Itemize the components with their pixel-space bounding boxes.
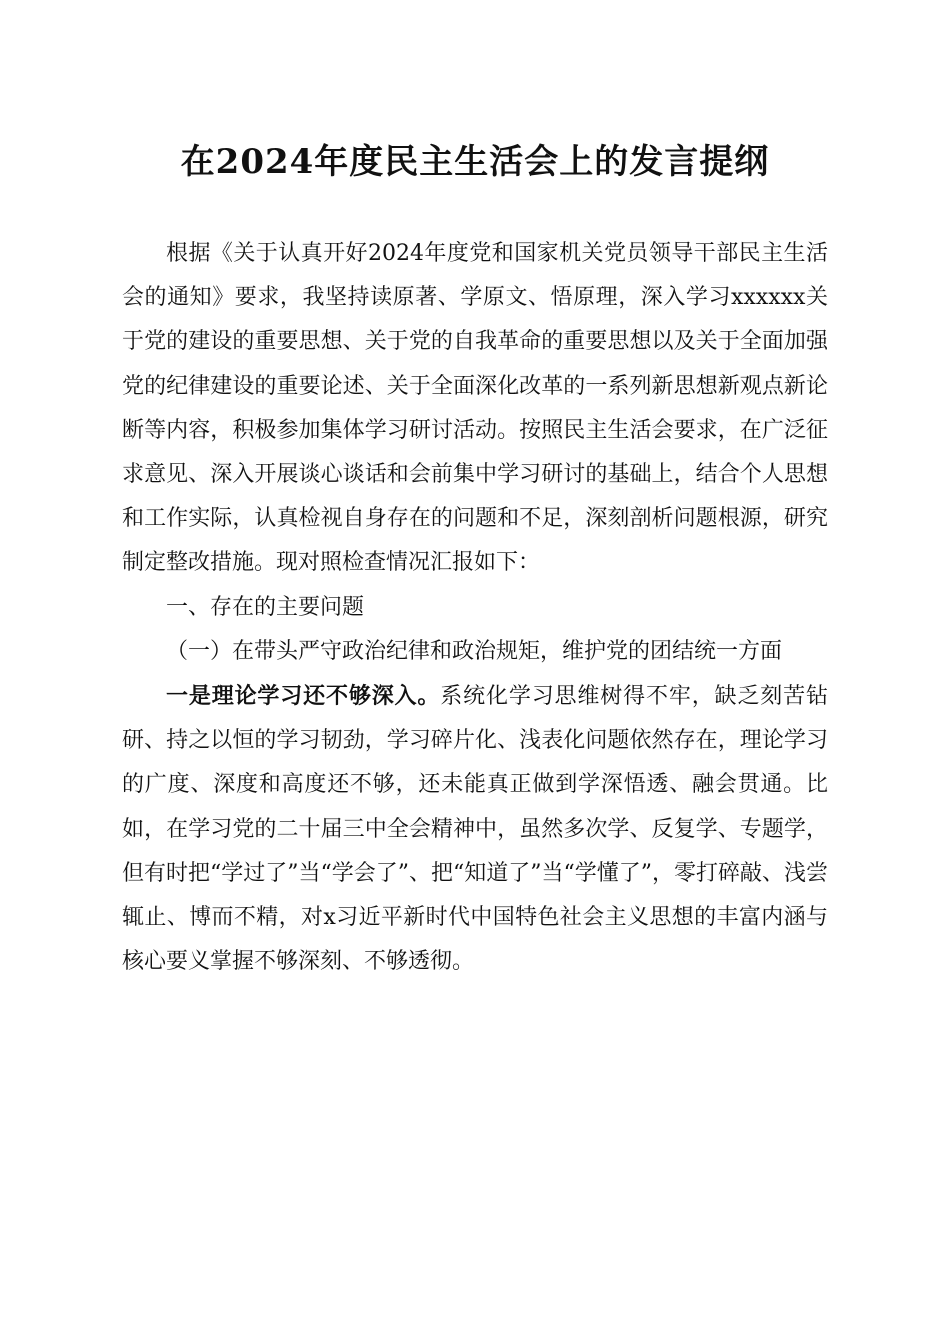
subsection-heading-political-discipline: （一）在带头严守政治纪律和政治规矩，维护党的团结统一方面 <box>166 638 783 664</box>
point-lead-sentence: 一是理论学习还不够深入。 <box>166 683 441 710</box>
point-body-text: 系统化学习思维树得不牢，缺乏刻苦钻研、持之以恒的学习韧劲，学习碎片化、浅表化问题依然存在，理论学习的广度、深度和高度还不够，还未能真正做到学深悟透、融会贯通。比如，在学习党的二十届三中全会精神中，虽然多次学、反复学、专题学，但有时把“学过了”当“学会了”、把“知道了”当“学懂了”，零打碎敲、浅尝辄止、博而不精，对x习近平新时代中国特色社会主义思想的丰富内涵与核心要义掌握不够深刻、不够透彻。 <box>122 684 828 975</box>
section-heading-main-problems: 一、存在的主要问题 <box>166 594 365 620</box>
point-paragraph-theory-study <box>122 674 828 984</box>
intro-paragraph: 根据《关于认真开好2024年度党和国家机关党员领导干部民主生活会的通知》要求，我坚持读原著、学原文、悟原理，深入学习xxxxxx关于党的建设的重要思想、关于党的自我革命的重要思想以及关于全面加强党的纪律建设的重要论述、关于全面深化改革的一系列新思想新观点新论断等内容，积极参加集体学习研讨活动。按照民主生活会要求，在广泛征求意见、深入开展谈心谈话和会前集中学习研讨的基础上，结合个人思想和工作实际，认真检视自身存在的问题和不足，深刻剖析问题根源，研究制定整改措施。现对照检查情况汇报如下： <box>122 241 828 576</box>
document-body <box>122 232 828 984</box>
document-title: 在2024年度民主生活会上的发言提纲 <box>180 142 770 182</box>
